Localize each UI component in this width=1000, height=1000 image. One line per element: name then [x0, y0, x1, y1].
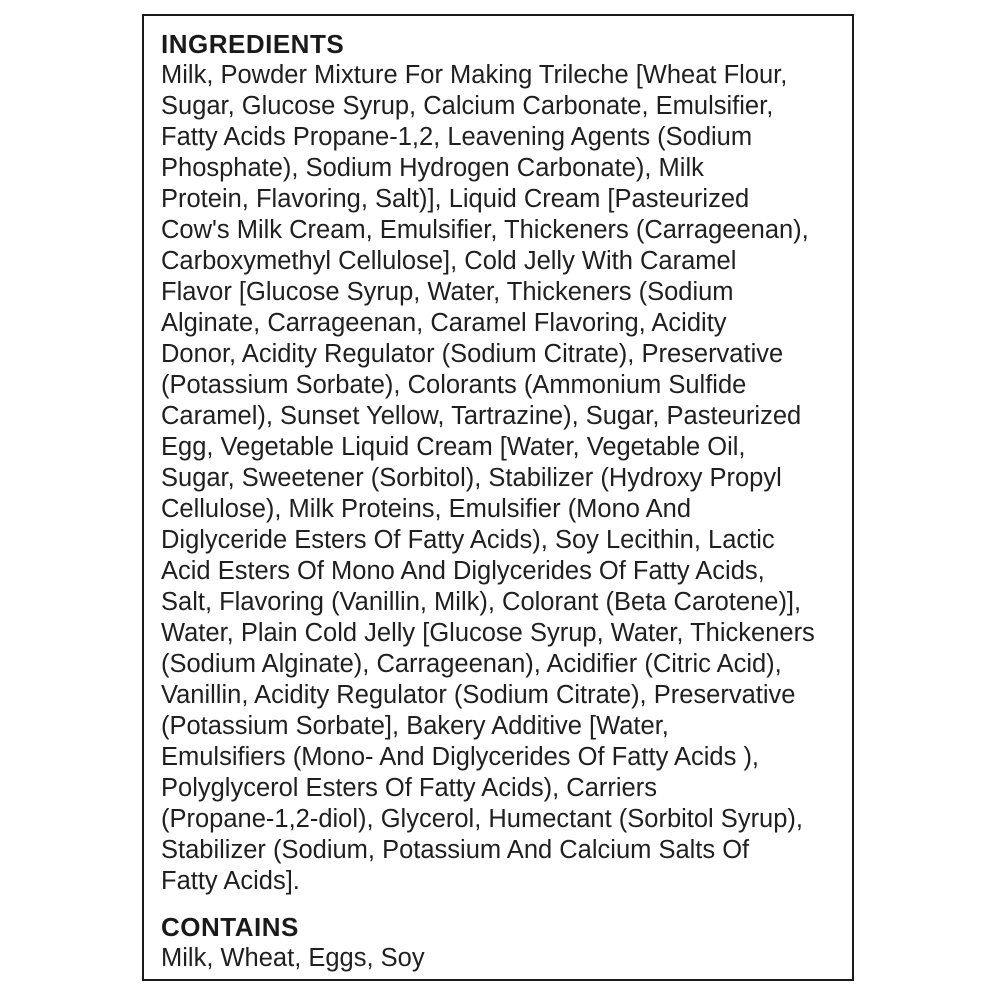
- ingredients-text-line: Phosphate), Sodium Hydrogen Carbonate), Milk: [161, 154, 704, 182]
- ingredients-text: [161, 60, 844, 897]
- ingredients-text-line: Protein, Flavoring, Salt)], Liquid Cream [Pasteurized: [161, 185, 750, 213]
- contains-heading: CONTAINS: [161, 912, 299, 942]
- ingredients-text-line: Fatty Acids].: [161, 867, 300, 895]
- ingredients-text-line: Polyglycerol Esters Of Fatty Acids), Carriers: [161, 774, 657, 802]
- ingredients-text-line: Milk, Powder Mixture For Making Trileche [Wheat Flour,: [161, 61, 788, 89]
- ingredients-text-line: Donor, Acidity Regulator (Sodium Citrate), Preservative: [161, 340, 784, 368]
- ingredients-text-line: Cellulose), Milk Proteins, Emulsifier (Mono And: [161, 495, 692, 523]
- ingredients-text-line: Diglyceride Esters Of Fatty Acids), Soy Lecithin, Lactic: [161, 526, 775, 554]
- ingredients-text-line: Carboxymethyl Cellulose], Cold Jelly With Caramel: [161, 247, 737, 275]
- ingredients-text-line: (Potassium Sorbate], Bakery Additive [Water,: [161, 712, 669, 740]
- ingredients-text-line: (Potassium Sorbate), Colorants (Ammonium Sulfide: [161, 371, 747, 399]
- ingredients-text-line: (Sodium Alginate), Carrageenan), Acidifier (Citric Acid),: [161, 650, 782, 678]
- ingredients-text-line: Water, Plain Cold Jelly [Glucose Syrup, Water, Thickeners: [161, 619, 815, 647]
- ingredients-text-line: Sugar, Glucose Syrup, Calcium Carbonate, Emulsifier,: [161, 92, 774, 120]
- ingredients-text-line: Alginate, Carrageenan, Caramel Flavoring, Acidity: [161, 309, 727, 337]
- ingredients-text-line: Caramel), Sunset Yellow, Tartrazine), Sugar, Pasteurized: [161, 402, 802, 430]
- ingredients-text-line: Stabilizer (Sodium, Potassium And Calcium Salts Of: [161, 836, 750, 864]
- ingredients-text-line: Salt, Flavoring (Vanillin, Milk), Colorant (Beta Carotene)],: [161, 588, 802, 616]
- ingredients-text-line: Fatty Acids Propane-1,2, Leavening Agents (Sodium: [161, 123, 753, 151]
- ingredients-text-line: Flavor [Glucose Syrup, Water, Thickeners (Sodium: [161, 278, 734, 306]
- ingredients-text-line: (Propane-1,2-diol), Glycerol, Humectant (Sorbitol Syrup),: [161, 805, 803, 833]
- ingredients-text-line: Acid Esters Of Mono And Diglycerides Of Fatty Acids,: [161, 557, 765, 585]
- ingredients-text-line: Emulsifiers (Mono- And Diglycerides Of Fatty Acids ),: [161, 743, 760, 771]
- ingredients-text-line: Egg, Vegetable Liquid Cream [Water, Vegetable Oil,: [161, 433, 746, 461]
- ingredients-label-box: [142, 14, 854, 981]
- contains-text: Milk, Wheat, Eggs, Soy: [161, 944, 425, 972]
- ingredients-text-line: Sugar, Sweetener (Sorbitol), Stabilizer (Hydroxy Propyl: [161, 464, 782, 492]
- ingredients-text-line: Cow's Milk Cream, Emulsifier, Thickeners (Carrageenan),: [161, 216, 809, 244]
- ingredients-heading: INGREDIENTS: [161, 29, 345, 59]
- ingredients-text-line: Vanillin, Acidity Regulator (Sodium Citrate), Preservative: [161, 681, 796, 709]
